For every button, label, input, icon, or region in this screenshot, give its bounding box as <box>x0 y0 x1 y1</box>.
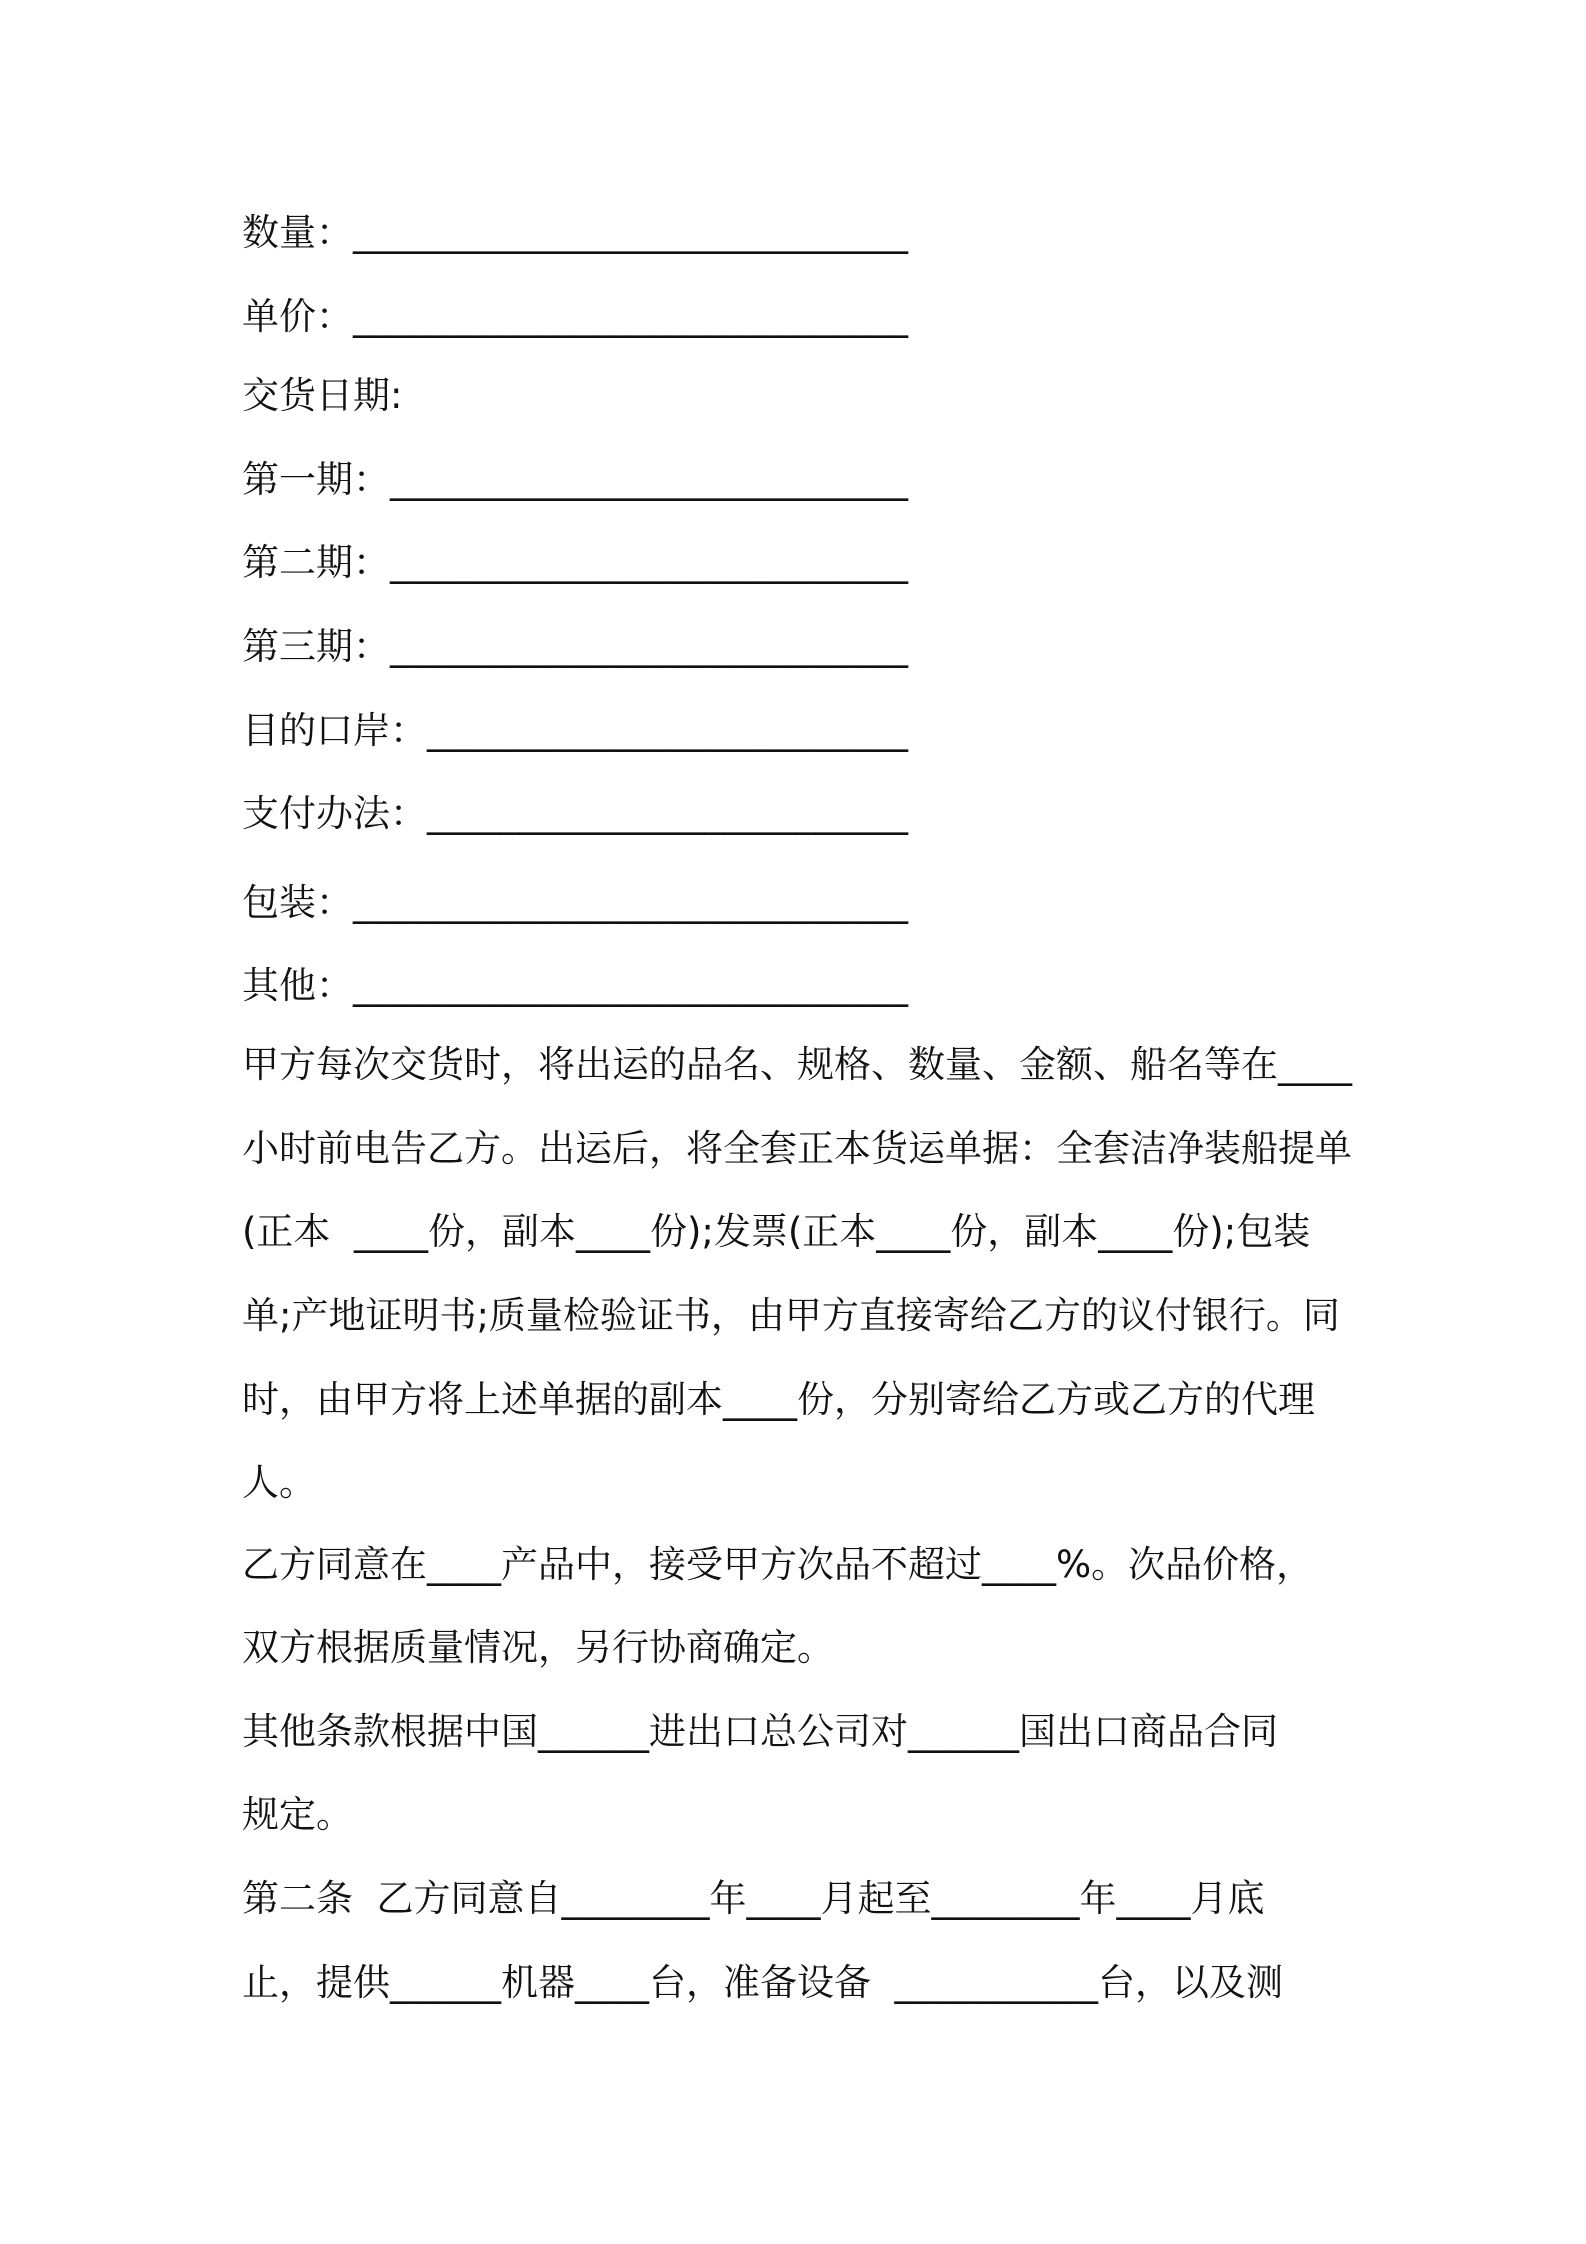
field-phase-three: 第三期：____________________________ <box>242 625 908 668</box>
field-packaging: 包装：______________________________ <box>242 881 908 924</box>
paragraph-other-terms-line-1: 其他条款根据中国______进出口总公司对______国出口商品合同 <box>242 1710 1278 1753</box>
field-unit-price: 单价：______________________________ <box>242 295 908 338</box>
article-two-line-2: 止，提供______机器____台，准备设备 ___________台，以及测 <box>242 1961 1284 2004</box>
paragraph-delivery-line-1: 甲方每次交货时，将出运的品名、规格、数量、金额、船名等在____ <box>242 1043 1352 1086</box>
field-destination-port: 目的口岸：__________________________ <box>242 709 908 752</box>
paragraph-defects-line-1: 乙方同意在____产品中，接受甲方次品不超过____%。次品价格， <box>242 1543 1314 1586</box>
paragraph-delivery-line-6: 人。 <box>242 1461 316 1504</box>
paragraph-delivery-line-2: 小时前电告乙方。出运后，将全套正本货运单据：全套洁净装船提单 <box>242 1127 1352 1170</box>
article-two-line-1: 第二条 乙方同意自________年____月起至________年____月底 <box>242 1877 1265 1920</box>
field-other: 其他：______________________________ <box>242 964 908 1007</box>
field-phase-two: 第二期：____________________________ <box>242 541 908 584</box>
field-payment-method: 支付办法：__________________________ <box>242 792 908 835</box>
paragraph-delivery-line-4: 单;产地证明书;质量检验证书，由甲方直接寄给乙方的议付银行。同 <box>242 1294 1340 1337</box>
paragraph-other-terms-line-2: 规定。 <box>242 1793 353 1836</box>
paragraph-delivery-line-5: 时，由甲方将上述单据的副本____份，分别寄给乙方或乙方的代理 <box>242 1378 1315 1421</box>
paragraph-delivery-line-3: (正本 ____份，副本____份);发票(正本____份，副本____份);包装 <box>242 1210 1311 1253</box>
field-quantity: 数量：______________________________ <box>242 211 908 254</box>
paragraph-defects-line-2: 双方根据质量情况，另行协商确定。 <box>242 1626 834 1669</box>
field-phase-one: 第一期：____________________________ <box>242 458 908 501</box>
field-delivery-date-heading: 交货日期: <box>242 374 403 417</box>
